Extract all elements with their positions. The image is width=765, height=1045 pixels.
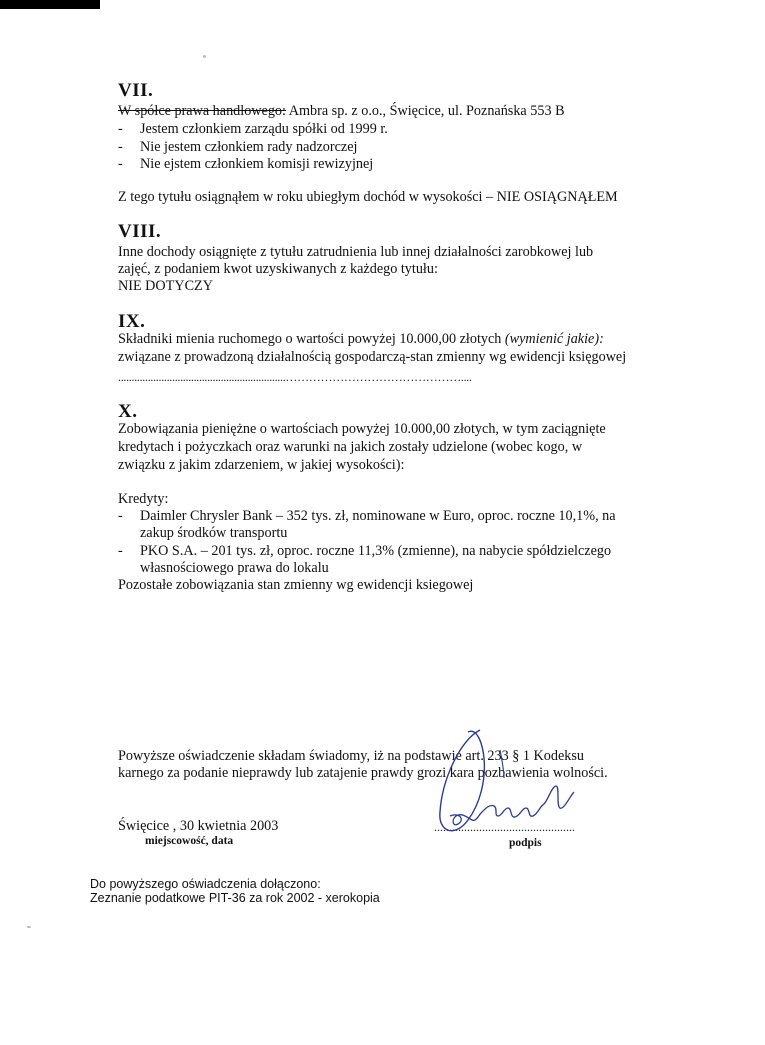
section-vii-income: Z tego tytułu osiągnąłem w roku ubiegłym dochód w wysokości – NIE OSIĄGNĄŁEM xyxy=(118,189,618,205)
signature-label: podpis xyxy=(509,837,542,849)
bullet-dash: - xyxy=(118,139,123,155)
audit-committee-line: Nie ejstem członkiem komisji rewizyjnej xyxy=(140,156,374,172)
bullet-dash: - xyxy=(118,156,123,172)
struck-text: W spółce prawa handlowego: xyxy=(118,103,286,119)
section-x-line: związku z jakim zdarzeniem, w jakiej wysokości): xyxy=(118,457,405,473)
credit-line: Daimler Chrysler Bank – 352 tys. zł, nominowane w Euro, oproc. roczne 10,1%, na xyxy=(140,508,616,524)
remaining-liabilities: Pozostałe zobowiązania stan zmienny wg ewidencji ksiegowej xyxy=(118,577,474,593)
section-vii-intro xyxy=(118,103,565,120)
section-viii-heading: VIII. xyxy=(118,221,162,242)
signature-dotted-line: ............................................... xyxy=(434,820,575,834)
section-ix-text: Składniki mienia ruchomego o wartości powyżej 10.000,00 złotych xyxy=(118,331,505,347)
section-vii-heading: VII. xyxy=(118,80,154,101)
credits-label: Kredyty: xyxy=(118,491,169,507)
credit-line: PKO S.A. – 201 tys. zł, oproc. roczne 11,3% (zmienne), na nabycie spółdzielczego xyxy=(140,543,612,559)
declaration-line: karnego za podanie nieprawdy lub zatajenie prawdy grozi kara pozbawienia wolności. xyxy=(118,765,608,781)
section-viii-answer: NIE DOTYCZY xyxy=(118,278,213,294)
dotted-fill-line: ..............................................................……………………………………….... xyxy=(118,370,472,384)
place-date: Święcice , 30 kwietnia 2003 xyxy=(118,818,279,834)
signature-drawing xyxy=(420,720,585,840)
bullet-dash: - xyxy=(118,543,123,559)
section-viii-line: Inne dochody osiągnięte z tytułu zatrudnienia lub innej działalności zarobkowej lub xyxy=(118,244,594,260)
credit-line: własnościowego prawa do lokalu xyxy=(140,560,329,576)
section-ix-heading: IX. xyxy=(118,311,146,332)
scan-speck xyxy=(27,926,31,928)
credit-line: zakup środków transportu xyxy=(140,525,288,541)
attachments-item: Zeznanie podatkowe PIT-36 za rok 2002 - xerokopia xyxy=(90,891,380,905)
supervisory-board-line: Nie jestem członkiem rady nadzorczej xyxy=(140,139,358,155)
bullet-dash: - xyxy=(118,508,123,524)
scan-speck xyxy=(203,55,206,58)
section-x-heading: X. xyxy=(118,401,138,422)
bullet-dash: - xyxy=(118,121,123,137)
declaration-line: Powyższe oświadczenie składam świadomy, iż na podstawie art. 233 § 1 Kodeksu xyxy=(118,748,584,764)
section-viii-line: zajęć, z podaniem kwot uzyskiwanych z każdego tytułu: xyxy=(118,261,438,277)
section-x-line: kredytach i pożyczkach oraz warunki na jakich zostały udzielone (wobec kogo, w xyxy=(118,439,583,455)
section-ix-italic: (wymienić jakie): xyxy=(504,331,604,347)
company-text: Ambra sp. z o.o., Święcice, ul. Poznańska 553 B xyxy=(285,103,565,119)
place-date-label: miejscowość, data xyxy=(145,835,234,847)
scan-corner-mark xyxy=(0,0,100,9)
section-ix-line: związane z prowadzoną działalnością gospodarczą-stan zmienny wg ewidencji księgowej xyxy=(118,349,627,365)
section-x-line: Zobowiązania pieniężne o wartościach powyżej 10.000,00 złotych, w tym zaciągnięte xyxy=(118,421,606,437)
board-member-line: Jestem członkiem zarządu spółki od 1999 r. xyxy=(140,121,388,137)
attachments-intro: Do powyższego oświadczenia dołączono: xyxy=(90,877,321,891)
handwritten-signature xyxy=(420,720,585,840)
section-ix-line xyxy=(118,331,604,348)
